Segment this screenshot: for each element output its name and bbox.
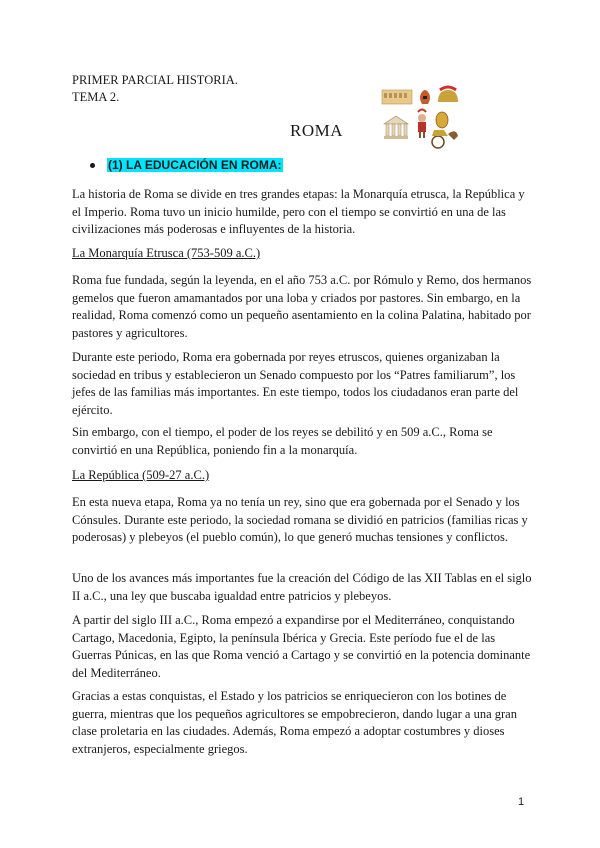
roman-culture-clipart-icon — [378, 84, 460, 154]
page-title: ROMA — [290, 121, 344, 140]
republica-paragraph-2: Uno de los avances más importantes fue la creación del Código de las XII Tablas en el siglo II a.C., una ley que buscaba igualdad entre patricios y plebeyos. — [72, 571, 532, 603]
bullet-dot-icon — [90, 163, 95, 168]
monarquia-paragraph-3: Sin embargo, con el tiempo, el poder de los reyes se debilitó y en 509 a.C., Roma se convirtió en una República, poniendo fin a la monarquía. — [72, 425, 493, 457]
header-line-1: PRIMER PARCIAL HISTORIA. — [72, 73, 238, 87]
monarquia-heading: La Monarquía Etrusca (753-509 a.C.) — [72, 246, 261, 260]
monarquia-paragraph-1: Roma fue fundada, según la leyenda, en el año 753 a.C. por Rómulo y Remo, dos hermanos gemelos que fueron amamantados por una loba y criados por pastores. Sin embargo, en la realidad, Roma comenzó como un pequeño asentamiento en la colina Palatina, habitado por pastores y agricultores. — [72, 273, 532, 340]
intro-paragraph: La historia de Roma se divide en tres grandes etapas: la Monarquía etrusca, la República y el Imperio. Roma tuvo un inicio humilde, pero con el tiempo se convirtió en una de las civilizaciones más poderosas e influyentes de la historia. — [72, 187, 525, 236]
republica-paragraph-4: Gracias a estas conquistas, el Estado y los patricios se enriquecieron con los botines de guerra, mientras que los pequeños agricultores se empobrecieron, dando lugar a una gran clase proletaria en las ciudades. Además, Roma empezó a adoptar costumbres y dioses extranjeros, especialmente griegos. — [72, 689, 517, 756]
republica-paragraph-1: En esta nueva etapa, Roma ya no tenía un rey, sino que era gobernada por el Senado y los Cónsules. Durante este periodo, la sociedad romana se dividió en patricios (familias ricas y poderosas) y plebeyos (el pueblo común), lo que generó muchas tensiones y conflictos. — [72, 495, 528, 544]
republica-heading: La República (509-27 a.C.) — [72, 468, 210, 482]
republica-paragraph-3: A partir del siglo III a.C., Roma empezó a expandirse por el Mediterráneo, conquistando Cartago, Macedonia, Egipto, la península Ibérica y Grecia. Este período fue el de las Guerras Púnicas, en las que Roma venció a Cartago y se convirtió en la potencia dominante del Mediterráneo. — [72, 613, 531, 680]
section-heading-bullet — [90, 158, 283, 172]
section-heading: (1) LA EDUCACIÓN EN ROMA: — [108, 158, 282, 172]
header-line-2: TEMA 2. — [72, 90, 120, 104]
page-number: 1 — [518, 796, 525, 808]
document-header — [72, 72, 238, 106]
monarquia-paragraph-2: Durante este periodo, Roma era gobernada por reyes etruscos, quienes organizaban la sociedad en tribus y establecieron un Senado compuesto por los “Patres familiarum”, los jefes de las familias más importantes. En este tiempo, todos los ciudadanos eran parte del ejército. — [72, 350, 519, 417]
